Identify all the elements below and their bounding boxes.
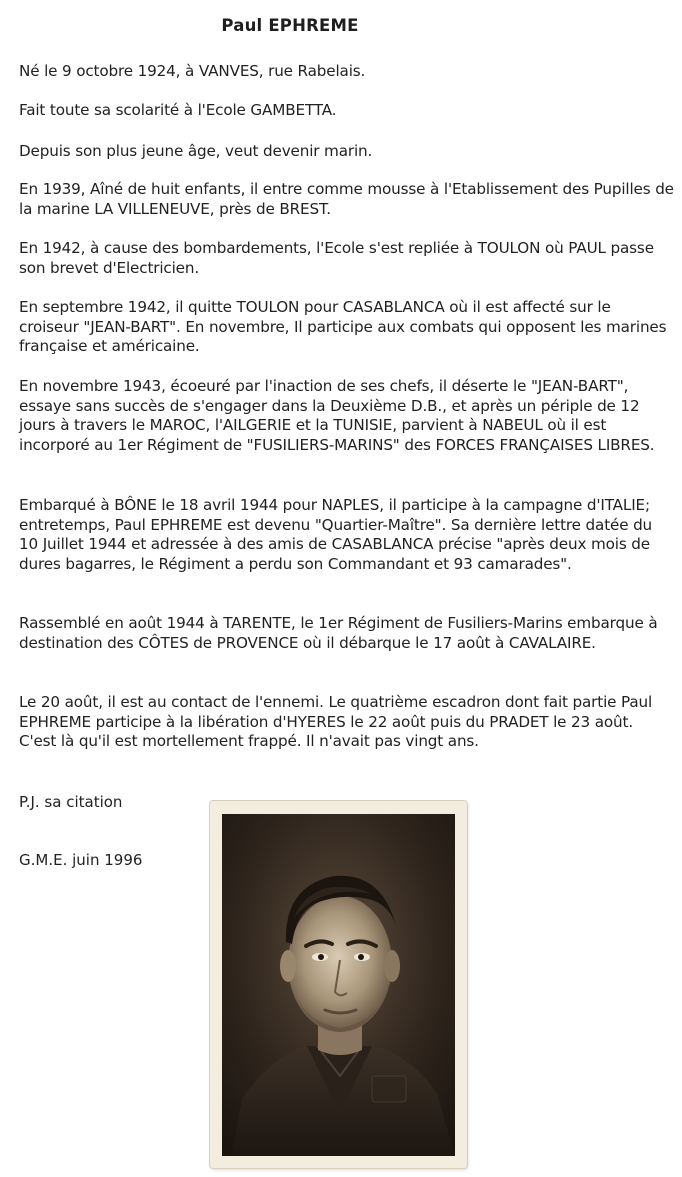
- attachment-note: P.J. sa citation: [19, 793, 123, 811]
- signature: G.M.E. juin 1996: [19, 851, 143, 869]
- paragraph-provence: Rassemblé en août 1944 à TARENTE, le 1er Régiment de Fusiliers-Marins embarque à destination des CÔTES de PROVENCE où il débarque le 17 août à CAVALAIRE.: [19, 614, 658, 652]
- portrait-photo: [210, 801, 467, 1168]
- paragraph-sept-1942: En septembre 1942, il quitte TOULON pour CASABLANCA où il est affecté sur le croiseur "JEAN-BART". En novembre, Il participe aux combats qui opposent les marines française et américaine.: [19, 298, 667, 356]
- page-title: Paul EPHREME: [221, 16, 359, 35]
- paragraph-nov-1943: En novembre 1943, écoeuré par l'inaction de ses chefs, il déserte le "JEAN-BART", essaye sans succès de s'engager dans la Deuxième D.B., et après un périple de 12 jours à travers le MAROC, l'AILGERIE et la TUNISIE, parvient à NABEUL où il est incorporé au 1er Régiment de "FUSILIERS-MARINS" des FORCES FRANÇAISES LIBRES.: [19, 377, 655, 454]
- paragraph-1944-italy: Embarqué à BÔNE le 18 avril 1944 pour NAPLES, il participe à la campagne d'ITALIE; entretemps, Paul EPHREME est devenu "Quartier-Maître". Sa dernière lettre datée du 10 Juillet 1944 et adressée à des amis de CASABLANCA précise "après deux mois de dures bagarres, le Régiment a perdu son Commandant et 93 camarades".: [19, 496, 653, 573]
- paragraph-1942: En 1942, à cause des bombardements, l'Ecole s'est repliée à TOULON où PAUL passe son brevet d'Electricien.: [19, 239, 654, 277]
- paragraph-birth: Né le 9 octobre 1924, à VANVES, rue Rabelais.: [19, 62, 366, 80]
- paragraph-death: Le 20 août, il est au contact de l'ennemi. Le quatrième escadron dont fait partie Paul EPHREME participe à la libération d'HYERES le 22 août puis du PRADET le 23 août. C'est là qu'il est mortellement frappé. Il n'avait pas vingt ans.: [19, 693, 653, 751]
- portrait-image: [222, 814, 455, 1156]
- paragraph-1939: En 1939, Aîné de huit enfants, il entre comme mousse à l'Etablissement des Pupilles de la marine LA VILLENEUVE, près de BREST.: [19, 180, 674, 218]
- paragraph-ambition: Depuis son plus jeune âge, veut devenir marin.: [19, 142, 373, 160]
- paragraph-school: Fait toute sa scolarité à l'Ecole GAMBETTA.: [19, 101, 337, 119]
